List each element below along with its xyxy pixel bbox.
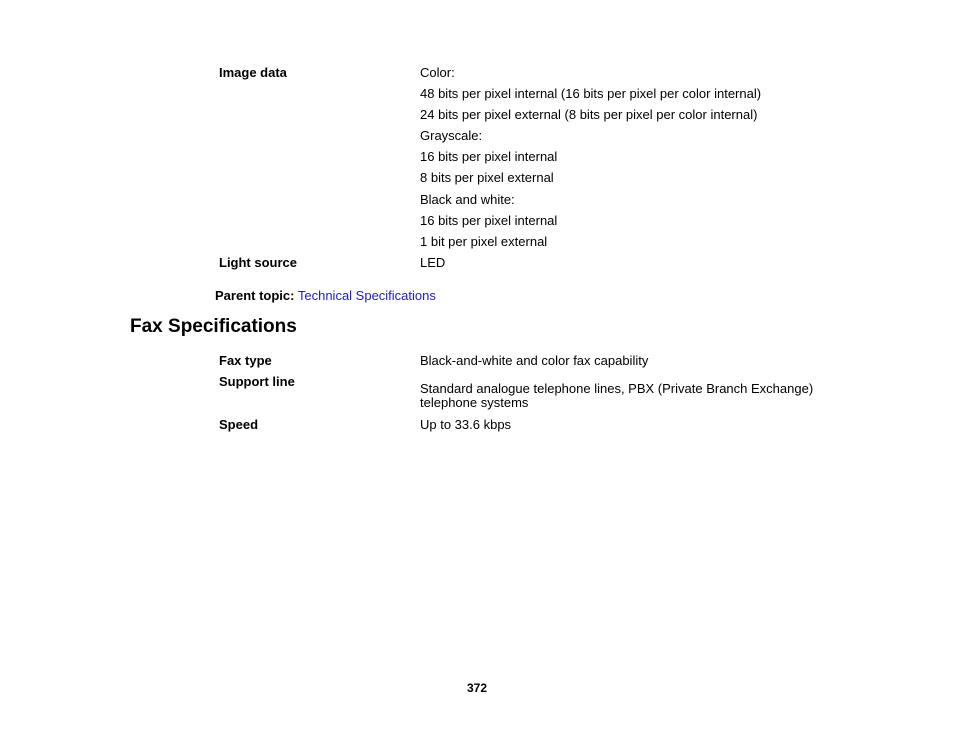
fax-type-label: Fax type xyxy=(219,353,272,368)
image-data-value: Grayscale: xyxy=(420,128,483,143)
support-line-label: Support line xyxy=(219,374,295,389)
parent-topic-link[interactable]: Technical Specifications xyxy=(297,288,436,303)
image-data-value: Color: xyxy=(420,65,455,80)
page-number: 372 xyxy=(466,681,488,695)
fax-type-value: Black-and-white and color fax capability xyxy=(420,353,649,368)
image-data-value: 1 bit per pixel external xyxy=(420,234,548,249)
support-line-value-cont: telephone systems xyxy=(420,395,529,410)
image-data-value: 16 bits per pixel internal xyxy=(420,149,558,164)
light-source-value: LED xyxy=(420,255,446,270)
image-data-value: 16 bits per pixel internal xyxy=(420,213,558,228)
speed-label: Speed xyxy=(219,417,259,432)
image-data-label: Image data xyxy=(219,65,287,80)
light-source-label: Light source xyxy=(219,255,298,270)
section-heading: Fax Specifications xyxy=(130,316,297,337)
image-data-value: Black and white: xyxy=(420,192,515,207)
parent-topic xyxy=(215,288,436,303)
support-line-value: Standard analogue telephone lines, PBX (Private Branch Exchange) xyxy=(420,381,814,396)
image-data-value: 48 bits per pixel internal (16 bits per pixel per color internal) xyxy=(420,86,762,101)
parent-topic-label: Parent topic: xyxy=(215,288,295,303)
image-data-value: 24 bits per pixel external (8 bits per pixel per color internal) xyxy=(420,107,758,122)
speed-value: Up to 33.6 kbps xyxy=(420,417,512,432)
image-data-value: 8 bits per pixel external xyxy=(420,170,554,185)
